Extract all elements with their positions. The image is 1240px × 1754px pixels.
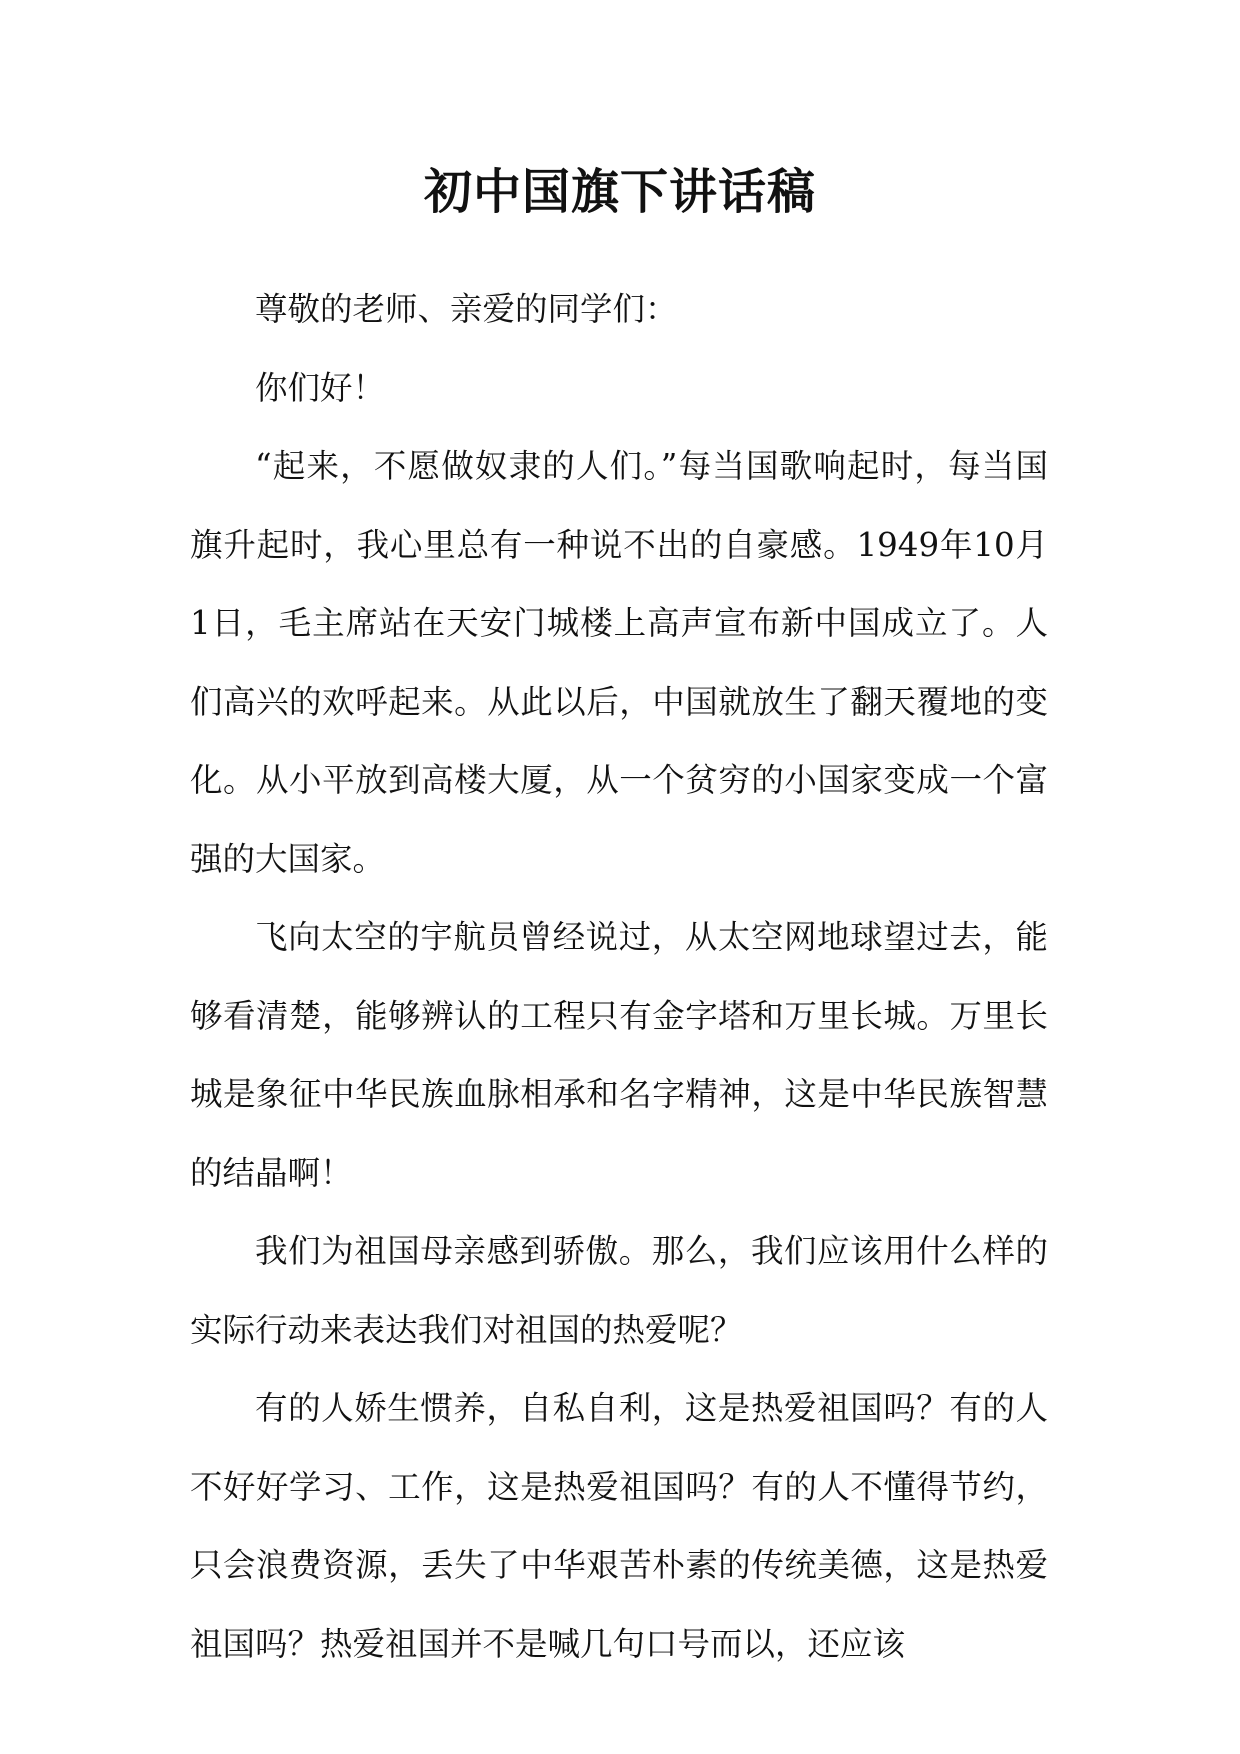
document-title: 初中国旗下讲话稿 (423, 164, 816, 220)
paragraph-great-wall: 飞向太空的宇航员曾经说过，从太空网地球望过去，能够看清楚，能够辨认的工程只有金字塔和万里长城。万里长城是象征中华民族血脉相承和名字精神，这是中华民族智慧的结晶啊！ (190, 918, 1048, 1192)
paragraph-salutation: 尊敬的老师、亲爱的同学们： (255, 290, 678, 328)
paragraph-questions: 有的人娇生惯养，自私自利，这是热爱祖国吗？有的人不好好学习、工作，这是热爱祖国吗？有的人不懂得节约，只会浪费资源，丢失了中华艰苦朴素的传统美德，这是热爱祖国吗？热爱祖国并不是喊几句口号而以，还应该 (190, 1389, 1048, 1663)
paragraph-anthem: “起来，不愿做奴隶的人们。”每当国歌响起时，每当国旗升起时，我心里总有一种说不出的自豪感。1949年10月1日，毛主席站在天安门城楼上高声宣布新中国成立了。人们高兴的欢呼起来。从此以后，中国就放生了翻天覆地的变化。从小平放到高楼大厦，从一个贫穷的小国家变成一个富强的大国家。 (190, 447, 1048, 878)
paragraph-proud: 我们为祖国母亲感到骄傲。那么，我们应该用什么样的实际行动来表达我们对祖国的热爱呢？ (190, 1232, 1048, 1349)
paragraph-greeting: 你们好！ (255, 368, 386, 407)
document-body (190, 270, 1048, 1683)
